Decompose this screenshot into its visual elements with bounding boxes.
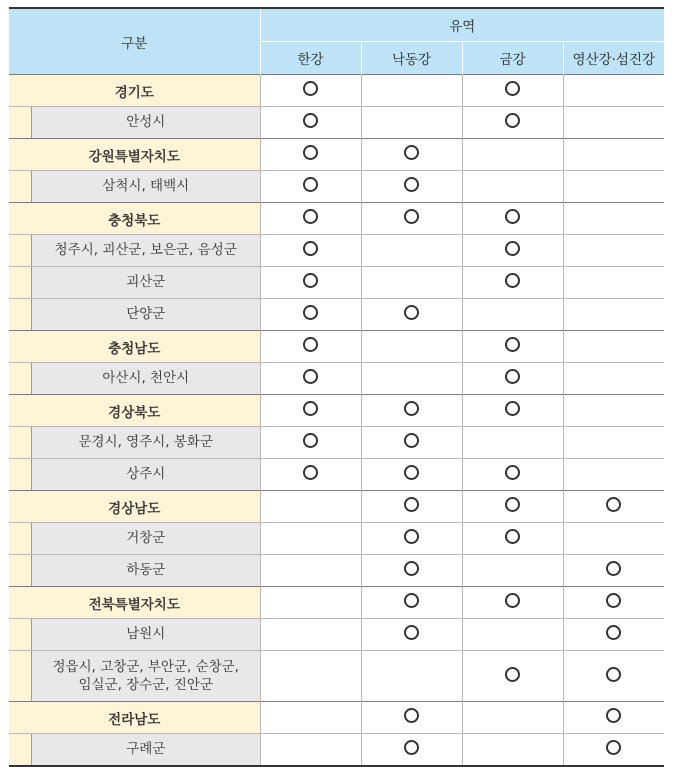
- city-name: 남원시: [31, 619, 260, 650]
- circle-mark-icon: [606, 561, 621, 576]
- province-row: [9, 139, 664, 171]
- city-indent: [9, 171, 260, 202]
- basin-cell: [361, 491, 462, 523]
- circle-mark-icon: [303, 305, 318, 320]
- province-name: 강원특별자치도: [9, 139, 260, 170]
- basin-cell: [462, 395, 563, 427]
- basin-cell: [361, 363, 462, 395]
- basin-cell: [563, 139, 664, 171]
- basin-cell: [563, 75, 664, 107]
- circle-mark-icon: [505, 465, 520, 480]
- city-row: [9, 555, 664, 587]
- basin-cell: [462, 107, 563, 139]
- circle-mark-icon: [505, 667, 520, 682]
- province-label-cell: [9, 203, 260, 235]
- basin-cell: [260, 171, 361, 203]
- province-row: [9, 75, 664, 107]
- province-name: 전북특별자치도: [9, 587, 260, 618]
- city-indent: [9, 267, 260, 298]
- circle-mark-icon: [303, 273, 318, 288]
- basin-cell: [260, 734, 361, 767]
- basin-cell: [260, 139, 361, 171]
- basin-cell: [260, 331, 361, 363]
- basin-cell: [462, 139, 563, 171]
- circle-mark-icon: [303, 337, 318, 352]
- circle-mark-icon: [606, 497, 621, 512]
- circle-mark-icon: [505, 497, 520, 512]
- basin-cell: [563, 107, 664, 139]
- circle-mark-icon: [303, 113, 318, 128]
- city-row: [9, 267, 664, 299]
- city-indent: [9, 734, 260, 765]
- basin-cell: [361, 299, 462, 331]
- province-label-cell: [9, 395, 260, 427]
- circle-mark-icon: [606, 708, 621, 723]
- basin-cell: [462, 235, 563, 267]
- basin-cell: [361, 523, 462, 555]
- basin-cell: [563, 702, 664, 734]
- city-row: [9, 171, 664, 203]
- circle-mark-icon: [505, 369, 520, 384]
- basin-cell: [260, 427, 361, 459]
- city-indent: [9, 651, 260, 701]
- city-label-cell: [9, 523, 260, 555]
- city-name: 거창군: [31, 523, 260, 554]
- basin-cell: [260, 75, 361, 107]
- city-name-line: 임실군, 장수군, 진안군: [78, 677, 214, 693]
- circle-mark-icon: [606, 625, 621, 640]
- basin-cell: [361, 75, 462, 107]
- circle-mark-icon: [505, 337, 520, 352]
- basin-cell: [260, 267, 361, 299]
- basin-cell: [563, 459, 664, 491]
- city-label-cell: [9, 363, 260, 395]
- basin-cell: [260, 491, 361, 523]
- table-body: [9, 75, 664, 767]
- city-name-line: 정읍시, 고창군, 부안군, 순창군,: [52, 658, 240, 675]
- circle-mark-icon: [505, 401, 520, 416]
- circle-mark-icon: [303, 81, 318, 96]
- circle-mark-icon: [404, 593, 419, 608]
- province-label-cell: [9, 331, 260, 363]
- basin-cell: [361, 203, 462, 235]
- basin-cell: [563, 427, 664, 459]
- basin-cell: [563, 651, 664, 702]
- city-indent: [9, 427, 260, 458]
- city-row: [9, 619, 664, 651]
- city-name: [31, 651, 260, 701]
- circle-mark-icon: [606, 667, 621, 682]
- circle-mark-icon: [303, 369, 318, 384]
- basin-cell: [462, 267, 563, 299]
- basin-cell: [462, 702, 563, 734]
- basin-cell: [260, 523, 361, 555]
- basin-cell: [462, 734, 563, 767]
- basin-cell: [462, 587, 563, 619]
- circle-mark-icon: [505, 241, 520, 256]
- basin-cell: [563, 363, 664, 395]
- city-row: [9, 107, 664, 139]
- circle-mark-icon: [303, 433, 318, 448]
- province-name: 충청북도: [9, 203, 260, 234]
- city-name: 청주시, 괴산군, 보은군, 음성군: [31, 235, 260, 266]
- circle-mark-icon: [505, 529, 520, 544]
- city-label-cell: [9, 107, 260, 139]
- basin-cell: [361, 139, 462, 171]
- circle-mark-icon: [404, 740, 419, 755]
- circle-mark-icon: [404, 177, 419, 192]
- city-label-cell: [9, 734, 260, 767]
- basin-cell: [462, 171, 563, 203]
- province-row: [9, 203, 664, 235]
- basin-region-table: [9, 7, 664, 767]
- basin-cell: [563, 491, 664, 523]
- city-row: [9, 299, 664, 331]
- basin-cell: [462, 331, 563, 363]
- circle-mark-icon: [404, 145, 419, 160]
- city-name: 괴산군: [31, 267, 260, 298]
- basin-cell: [361, 107, 462, 139]
- province-name: 전라남도: [9, 702, 260, 733]
- city-label-cell: [9, 651, 260, 702]
- circle-mark-icon: [303, 401, 318, 416]
- province-label-cell: [9, 702, 260, 734]
- city-name: 아산시, 천안시: [31, 363, 260, 394]
- city-name: 하동군: [31, 555, 260, 586]
- city-row: [9, 427, 664, 459]
- city-row: [9, 459, 664, 491]
- city-name: 삼척시, 태백시: [31, 171, 260, 202]
- city-label-cell: [9, 427, 260, 459]
- city-label-cell: [9, 267, 260, 299]
- basin-cell: [361, 235, 462, 267]
- basin-cell: [361, 651, 462, 702]
- basin-cell: [361, 267, 462, 299]
- circle-mark-icon: [606, 740, 621, 755]
- city-label-cell: [9, 235, 260, 267]
- basin-cell: [361, 702, 462, 734]
- basin-cell: [563, 734, 664, 767]
- basin-cell: [260, 299, 361, 331]
- basin-column-header: 유역: [260, 8, 664, 42]
- basin-cell: [563, 395, 664, 427]
- basin-cell: [260, 619, 361, 651]
- river-header-nakdong: 낙동강: [361, 42, 462, 75]
- basin-cell: [563, 267, 664, 299]
- city-indent: [9, 555, 260, 586]
- basin-cell: [563, 235, 664, 267]
- circle-mark-icon: [404, 708, 419, 723]
- province-name: 경기도: [9, 75, 260, 106]
- city-label-cell: [9, 171, 260, 203]
- city-label-cell: [9, 619, 260, 651]
- city-indent: [9, 363, 260, 394]
- city-row: [9, 651, 664, 702]
- basin-cell: [563, 587, 664, 619]
- province-row: [9, 395, 664, 427]
- province-name: 충청남도: [9, 331, 260, 362]
- province-label-cell: [9, 139, 260, 171]
- basin-cell: [563, 619, 664, 651]
- basin-cell: [260, 651, 361, 702]
- province-name: 경상북도: [9, 395, 260, 426]
- circle-mark-icon: [404, 561, 419, 576]
- river-header-han: 한강: [260, 42, 361, 75]
- city-label-cell: [9, 299, 260, 331]
- circle-mark-icon: [505, 273, 520, 288]
- basin-cell: [563, 523, 664, 555]
- basin-cell: [361, 395, 462, 427]
- basin-cell: [462, 427, 563, 459]
- basin-cell: [462, 491, 563, 523]
- basin-cell: [361, 331, 462, 363]
- basin-cell: [462, 619, 563, 651]
- city-row: [9, 523, 664, 555]
- circle-mark-icon: [303, 209, 318, 224]
- basin-cell: [260, 395, 361, 427]
- city-name: 구례군: [31, 734, 260, 765]
- circle-mark-icon: [404, 209, 419, 224]
- river-header-yeongsan-seomjin: 영산강·섬진강: [563, 42, 664, 75]
- city-row: [9, 235, 664, 267]
- city-indent: [9, 619, 260, 650]
- basin-cell: [260, 107, 361, 139]
- basin-cell: [462, 363, 563, 395]
- circle-mark-icon: [505, 81, 520, 96]
- basin-cell: [361, 555, 462, 587]
- city-indent: [9, 235, 260, 266]
- province-row: [9, 587, 664, 619]
- basin-cell: [361, 619, 462, 651]
- basin-cell: [462, 75, 563, 107]
- circle-mark-icon: [404, 433, 419, 448]
- basin-cell: [462, 299, 563, 331]
- circle-mark-icon: [404, 497, 419, 512]
- region-column-header: 구분: [9, 8, 260, 75]
- city-row: [9, 363, 664, 395]
- river-header-geum: 금강: [462, 42, 563, 75]
- province-label-cell: [9, 491, 260, 523]
- circle-mark-icon: [404, 529, 419, 544]
- basin-cell: [260, 702, 361, 734]
- province-label-cell: [9, 75, 260, 107]
- basin-cell: [462, 203, 563, 235]
- circle-mark-icon: [505, 113, 520, 128]
- basin-cell: [563, 203, 664, 235]
- basin-cell: [260, 459, 361, 491]
- circle-mark-icon: [505, 209, 520, 224]
- circle-mark-icon: [404, 465, 419, 480]
- city-indent: [9, 523, 260, 554]
- basin-cell: [361, 734, 462, 767]
- city-indent: [9, 107, 260, 138]
- city-name: 단양군: [31, 299, 260, 330]
- basin-cell: [260, 587, 361, 619]
- basin-cell: [361, 171, 462, 203]
- province-row: [9, 491, 664, 523]
- circle-mark-icon: [303, 145, 318, 160]
- city-name: 상주시: [31, 459, 260, 490]
- basin-cell: [260, 235, 361, 267]
- circle-mark-icon: [303, 177, 318, 192]
- circle-mark-icon: [404, 401, 419, 416]
- circle-mark-icon: [505, 593, 520, 608]
- basin-cell: [563, 171, 664, 203]
- province-name: 경상남도: [9, 491, 260, 522]
- city-indent: [9, 459, 260, 490]
- basin-cell: [462, 555, 563, 587]
- circle-mark-icon: [303, 465, 318, 480]
- city-indent: [9, 299, 260, 330]
- city-label-cell: [9, 459, 260, 491]
- basin-cell: [462, 523, 563, 555]
- basin-cell: [563, 555, 664, 587]
- city-name: 안성시: [31, 107, 260, 138]
- basin-cell: [361, 587, 462, 619]
- basin-cell: [260, 555, 361, 587]
- city-label-cell: [9, 555, 260, 587]
- province-row: [9, 702, 664, 734]
- province-label-cell: [9, 587, 260, 619]
- circle-mark-icon: [404, 305, 419, 320]
- circle-mark-icon: [606, 593, 621, 608]
- basin-cell: [361, 459, 462, 491]
- basin-cell: [260, 203, 361, 235]
- basin-cell: [563, 299, 664, 331]
- basin-cell: [462, 459, 563, 491]
- circle-mark-icon: [404, 625, 419, 640]
- circle-mark-icon: [303, 241, 318, 256]
- basin-cell: [260, 363, 361, 395]
- city-row: [9, 734, 664, 767]
- city-name: 문경시, 영주시, 봉화군: [31, 427, 260, 458]
- basin-cell: [462, 651, 563, 702]
- basin-cell: [563, 331, 664, 363]
- basin-cell: [361, 427, 462, 459]
- province-row: [9, 331, 664, 363]
